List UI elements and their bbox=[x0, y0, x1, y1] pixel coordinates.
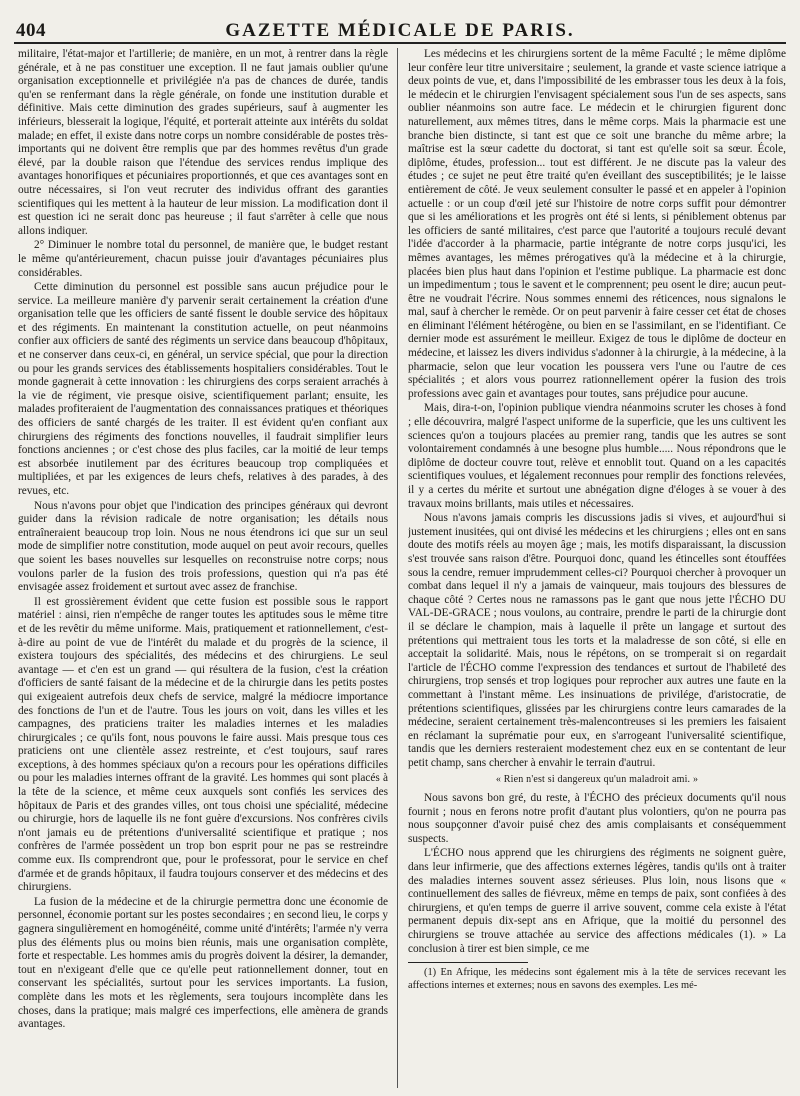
left-column bbox=[18, 48, 388, 1088]
paragraph: Mais, dira-t-on, l'opinion publique viendra néanmoins scruter les choses à fond ; elle découvrira, malgré l'aspect uniforme de la superficie, que les uns cultivent les sciences qu'on a toujours placées au premier rang, tandis que les autres se sont volontairement condamnés à une besogne plus humble..... Nous répondrons que le diplôme de docteur couvre tout, relève et ennoblit tout. Quand on a les capacités scientifiques voulues, et légalement reconnues pour remplir des fonctions relevées, il y a certes du mérite et surtout une abnégation digne d'éloges à se vouer à des travaux moins brillants, mais utiles et nécessaires. bbox=[408, 402, 786, 510]
footnote: (1) En Afrique, les médecins sont également mis à la tête de services recevant les affections internes et externes; nous en savons des exemples. Les mé- bbox=[408, 967, 786, 991]
paragraph: militaire, l'état-major et l'artillerie; de manière, en un mot, à rentrer dans la règle générale, et à ne pas constituer une exception. Il ne faut jamais oublier qu'une organisation exceptionnelle et privilégiée n'a pas de chances de durée, tandis qu'en se renfermant dans la règle générale, on fonde une institution durable et définitive. Mais cette diminution des grades supérieurs, sauf à augmenter les inférieurs, blesserait la logique, l'équité, et porterait atteinte aux intérêts du soldat malade; en effet, il existe dans notre corps un nombre considérable de postes très-importants qui ne doivent être remplis que par des hommes revêtus d'un grade élevé, par la double raison que l'étendue des services rendus implique des avantages honorifiques et pécuniaires proportionnés, et que ces avantages sont en outre nécessaires, si l'on veut recruter des individus offrant des garanties scientifiques qui les mettent à la hauteur de leur mission. La modification dont il est question ici ne serait donc pas heureuse ; il faut s'arrêter à celle que nous allons indiquer. bbox=[18, 48, 388, 237]
paragraph: Les médecins et les chirurgiens sortent de la même Faculté ; le même diplôme leur confère leur titre universitaire ; seulement, la grande et vaste science iatrique a deux points de vue, et, dans l'impossibilité de les embrasser tous les deux à la fois, le médecin et le chirurgien l'envisagent spécialement sous l'un de ses aspects, sans oublier néanmoins son autre face. Le médecin et le chirurgien figurent donc naturellement, aux mêmes titres, dans le même corps. Mais la pharmacie est une branche bien distincte, si tant est que ce soit une branche du même arbre; la maîtrise est la sœur cadette du doctorat, si tant est qu'elle soit sa sœur. École, diplôme, études, profession... tout est différent. Je ne discute pas la valeur des études ; ce sujet ne peut être traité qu'en éveillant des susceptibilités; je le laisse entièrement de côté. Je veux seulement consulter le passé et en appeler à l'opinion actuelle : or un coup d'œil jeté sur l'histoire de notre corps suffit pour démontrer que si les améliorations et les progrès ont été si lents, si péniblement obtenus par les officiers de santé militaires, c'est parce que l'autorité a toujours reculé devant l'idée d'accorder à la pharmacie, partie intégrante de notre corps jusqu'ici, les mêmes avantages, les mêmes prérogatives qu'à la médecine et à la chirurgie, placées bien plus haut dans l'opinion et l'estime publique. La pharmacie est donc un impedimentum ; tous le savent et le comprennent; peu osent le dire; aucun peut-être ne voudrait l'écrire. Nous sommes ennemi des réticences, nous signalons le mal, sauf à chercher le remède. Or on peut parvenir à faire cesser cet état de choses en éliminant l'élément hétérogène, ou bien en se l'assimilant, en se l'identifiant. Ce dernier mode est assurément le meilleur. Exigez de tous le diplôme de docteur en médecine, et laissez les divers individus s'adonner à la chirurgie, à la médecine, à la pharmacie, selon que leur vocation les poussera vers l'une ou l'autre de ces spécialités ; et alors vous pourrez rationnellement opérer la fusion des trois professions avec gain et avantages pour toutes, sans préjudice pour aucune. bbox=[408, 48, 786, 400]
paragraph: 2° Diminuer le nombre total du personnel, de manière que, le budget restant le même qu'antérieurement, chacun puisse jouir d'avantages pécuniaires plus considérables. bbox=[18, 239, 388, 279]
right-column bbox=[408, 48, 786, 1088]
paragraph: Il est grossièrement évident que cette fusion est possible sous le rapport matériel : ainsi, rien n'empêche de ranger toutes les aptitudes sous le même titre et de les revêtir du même uniforme. Mais, pratiquement et rationnellement, c'est-à-dire au point de vue de l'intérêt du malade et du progrès de la science, il existera toujours des spécialités, des médecins et des chirurgiens. Le seul avantage — et c'en est un grand — qui résultera de la fusion, c'est la création d'officiers de santé faisant de la médecine et de la chirurgie dans les petits postes qui exigeaient autrefois deux chefs de service, malgré la médiocre importance des fonctions de l'un et de l'autre. Tous les jours on voit, dans les villes et les campagnes, des praticiens traiter les maladies internes et les maladies chirurgicales ; ce qu'ils font, nous pouvons le faire aussi. Mais presque tous ces praticiens ont une clientèle assez restreinte, et c'est toujours, sauf rares exceptions, à des hommes spéciaux qu'on a recours pour les opérations difficiles ou pour les maladies internes offrant de la gravité. Les hommes qui sont placés à la tête de la science, et même ceux auxquels sont confiés les services des hôpitaux de Paris et des grandes villes, ont tous choisi une spécialité, médecine ou chirurgie, hors de laquelle ils ne font guère d'excursions. Nos confrères civils n'ont jamais eu de prétentions d'universalité scientifique et pratique ; nos confrères de l'armée possèdent un trop bon esprit pour ne pas se restreindre comme eux. Ils comprendront que, pour le professorat, pour le service en chef d'armée et de grands hôpitaux, il faudra toujours conserver et des médecins et des chirurgiens. bbox=[18, 595, 388, 894]
masthead-title: GAZETTE MÉDICALE DE PARIS. bbox=[225, 20, 575, 41]
paragraph: L'ÉCHO nous apprend que les chirurgiens des régiments ne soignent guère, dans leur infirmerie, que des affections externes légères, tandis qu'ils ont à traiter des maladies internes souvent assez sérieuses. Plus loin, nous lisons que « continuellement des salles de fiévreux, même en temps de paix, sont confiées à des chirurgiens, et qu'en temps de guerre il arrive souvent, comme cela existe à l'état permanent depuis dix-sept ans en Afrique, que la moitié du personnel des chirurgiens se trouve attachée au service des affections médicales (1). » La conclusion à tirer est bien simple, ce me bbox=[408, 847, 786, 955]
page-number: 404 bbox=[16, 20, 46, 41]
paragraph: Cette diminution du personnel est possible sans aucun préjudice pour le service. La meilleure manière d'y parvenir serait certainement la création d'une organisation telle que les officiers de santé fissent le double service des hôpitaux et des régiments. En maintenant la constitution actuelle, on peut néanmoins confier aux officiers de santé des régiments un service dans beaucoup d'hôpitaux, et ne conserver dans ceux-ci, en général, un service spécial, que pour la direction ou pour les grands services des établissements hospitaliers considérables. Tout le monde gagnerait à cette innovation : les chirurgiens des corps seraient arrachés à la vie de régiment, vie presque oisive, scientifiquement parlant; ensuite, les malades profiteraient de l'augmentation des connaissances pratiques et théoriques des officiers de santé chargés de les traiter. Il est évident qu'en confiant aux chirurgiens des régiments des fonctions nouvelles, il faudrait simplifier leurs fonctions anciennes ; or c'est chose des plus faciles, car la moitié de leur temps est absorbée inutilement par des écritures beaucoup trop compliquées et multipliées, et par les exigences de leurs chefs, relatives à des parades, à des revues, etc. bbox=[18, 281, 388, 497]
paragraph: Nous n'avons pour objet que l'indication des principes généraux qui devront guider dans la révision radicale de notre organisation; les détails nous entraîneraient beaucoup trop loin. Nous ne nous étendrons ici que sur un seul mode de simplifier notre constitution, mode auquel on peut avoir recours, quelles que soient les bases nouvelles sur lesquelles on reconstruise notre corps; nous voulons parler de la fusion des trois professions, question qui n'a pas été envisagée assez froidement et surtout avec assez de franchise. bbox=[18, 499, 388, 594]
quote-separator: « Rien n'est si dangereux qu'un maladroit ami. » bbox=[495, 774, 699, 786]
footnote-rule bbox=[408, 962, 528, 963]
column-divider bbox=[397, 48, 398, 1088]
paragraph: Nous n'avons jamais compris les discussions jadis si vives, et aujourd'hui si justement inusitées, qui ont divisé les médecins et les chirurgiens ; elles ont en sans doute des motifs réels au moyen âge ; mais, les motifs disparaissant, la discussion s'est trouvée sans raison d'être. Pourquoi donc, quand les étincelles sont étouffées sous la cendre, remuer imprudemment celles-ci? Pourquoi chercher à provoquer un combat dans lequel il n'y a jamais de vainqueur, mais toujours des blessures de chaque côté ? Certes nous ne ramassons pas le gant que nous jette l'ÉCHO DU VAL-DE-GRACE ; nous voulons, au contraire, prendre le parti de la chirurgie dont il se déclare le champion, mais à laquelle il prête un langage et surtout des prétentions qui mettraient tous les torts et la maladresse de son côté, si elle en acceptait la solidarité. Mais, nous le répétons, on se tromperait si on regardait l'article de l'ÉCHO comme l'expression des tendances et surtout de l'habileté des chirurgiens, trop sensés et trop logiques pour reprocher aux autres une faute en la commettant à l'instant même. Les insinuations de privilége, d'aristocratie, de prétentions scientifiques, glissées par les chirurgiens contre leurs camarades de la médecine, seraient certainement très-malencontreuses si les premiers les faisaient en réclamant la suprématie pour eux, en s'arrogeant l'universalité scientifique, tandis que les derniers resteraient modestement chez eux en se contentant de leur petit champ, sans chercher à envahir le terrain d'autrui. bbox=[408, 512, 786, 769]
page-header bbox=[14, 20, 786, 44]
paragraph: Nous savons bon gré, du reste, à l'ÉCHO des précieux documents qu'il nous fournit ; nous en ferons notre profit d'autant plus volontiers, qu'on ne pourra pas nous soupçonner d'avoir puisé chez des amis complaisants et conséquemment suspects. bbox=[408, 792, 786, 845]
paragraph: La fusion de la médecine et de la chirurgie permettra donc une économie de personnel, économie portant sur les postes secondaires ; en second lieu, le corps y gagnera singulièrement en homogénéité, comme unité d'intérêts; l'armée n'y verra plus des éléments plus ou moins bien réunis, mais une organisation complète, forte et respectable. Les hommes amis du progrès doivent la désirer, la demander, tout en n'exigeant d'elle que ce qu'elle peut rationnellement donner, tout en conservant les spécialités, surtout pour les services importants. La fusion, complète dans les mots et les règlements, sera toujours incomplète dans les choses, dans la pratique; mais malgré ces imperfections, elle amènera de grands avantages. bbox=[18, 895, 388, 1031]
